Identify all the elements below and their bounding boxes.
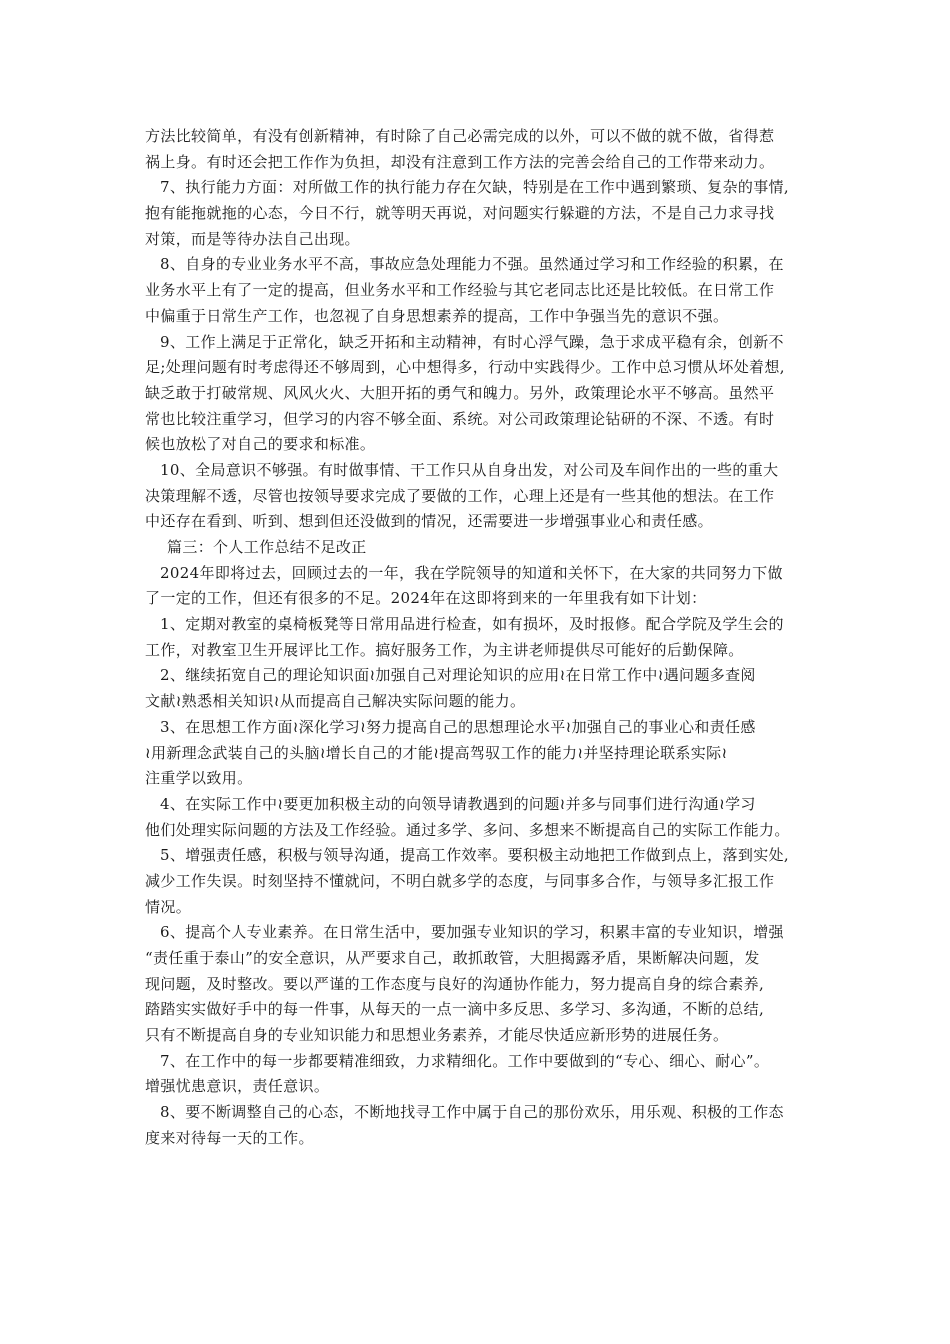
- text-line: 1、定期对教室的桌椅板凳等日常用品进行检查，如有损坏，及时报修。配合学院及学生会的: [160, 615, 784, 634]
- text-line: 9、工作上满足于正常化，缺乏开拓和主动精神，有时心浮气躁，急于求成平稳有余，创新不: [160, 332, 784, 351]
- text-line: 减少工作失误。时刻坚持不懂就问，不明白就多学的态度，与同事多合作，与领导多汇报工作: [145, 871, 775, 890]
- text-line: 踏踏实实做好手中的每一件事，从每天的一点一滴中多反思、多学习、多沟通，不断的总结,: [145, 1000, 765, 1019]
- section-heading: 篇三：个人工作总结不足改正: [167, 538, 367, 556]
- text-line: 了一定的工作，但还有很多的不足。2024年在这即将到来的一年里我有如下计划：: [145, 589, 707, 608]
- text-line: 情况。: [145, 897, 192, 916]
- text-line: 2、继续拓宽自己的理论知识面≀加强自己对理论知识的应用≀在日常工作中≀遇问题多查阅: [160, 666, 756, 685]
- text-line: 6、提高个人专业素养。在日常生活中，要加强专业知识的学习，积累丰富的专业知识，增强: [160, 923, 784, 942]
- text-line: 决策理解不透，尽管也按领导要求完成了要做的工作，心理上还是有一些其他的想法。在工作: [145, 486, 775, 505]
- text-line: 他们处理实际问题的方法及工作经验。通过多学、多问、多想来不断提高自己的实际工作能力。: [145, 820, 790, 839]
- text-line: 足;处理问题有时考虑得还不够周到，心中想得多，行动中实践得少。工作中总习惯从坏处着想,: [145, 358, 785, 377]
- text-line: 7、执行能力方面：对所做工作的执行能力存在欠缺，特别是在工作中遇到繁琐、复杂的事情,: [160, 178, 790, 197]
- text-line: 4、在实际工作中≀要更加积极主动的向领导请教遇到的问题≀并多与同事们进行沟通≀学习: [160, 794, 756, 813]
- text-line: 方法比较简单，有没有创新精神，有时除了自己必需完成的以外，可以不做的就不做，省得惹: [145, 127, 775, 145]
- text-line: 8、自身的专业业务水平不高，事故应急处理能力不强。虽然通过学习和工作经验的积累，在: [160, 255, 784, 274]
- text-line: 常也比较注重学习，但学习的内容不够全面、系统。对公司政策理论钻研的不深、不透。有时: [145, 409, 775, 428]
- text-line: 3、在思想工作方面≀深化学习≀努力提高自己的思想理论水平≀加强自己的事业心和责任感: [160, 717, 756, 736]
- text-line: 中偏重于日常生产工作，也忽视了自身思想素养的提高，工作中争强当先的意识不强。: [145, 306, 729, 325]
- text-line: 对策，而是等待办法自己出现。: [145, 229, 360, 248]
- text-line: 现问题，及时整改。要以严谨的工作态度与良好的沟通协作能力，努力提高自身的综合素养,: [145, 974, 765, 993]
- document-body: [145, 124, 815, 1152]
- text-line: 7、在工作中的每一步都要精准细致，力求精细化。工作中要做到的“专心、细心、耐心”。: [160, 1051, 770, 1070]
- text-line: 候也放松了对自己的要求和标准。: [145, 435, 376, 454]
- text-line: 注重学以致用。: [145, 769, 253, 788]
- text-line: 抱有能拖就拖的心态，今日不行，就等明天再说，对问题实行躲避的方法，不是自己力求寻找: [145, 204, 775, 223]
- text-line: 10、全局意识不够强。有时做事情、干工作只从自身出发，对公司及车间作出的一些的重大: [160, 460, 779, 479]
- text-line: 增强忧患意识，责任意识。: [145, 1077, 330, 1096]
- text-line: 祸上身。有时还会把工作作为负担，却没有注意到工作方法的完善会给自己的工作带来动力。: [145, 152, 775, 171]
- text-line: ≀用新理念武装自己的头脑≀增长自己的才能≀提高驾驭工作的能力≀并坚持理论联系实际≀: [145, 743, 728, 762]
- text-line: 中还存在看到、听到、想到但还没做到的情况，还需要进一步增强事业心和责任感。: [145, 512, 713, 531]
- text-line: 只有不断提高自身的专业知识能力和思想业务素养，才能尽快适应新形势的进展任务。: [145, 1026, 729, 1045]
- text-line: 5、增强责任感，积极与领导沟通，提高工作效率。要积极主动地把工作做到点上，落到实处,: [160, 846, 790, 865]
- text-line: 度来对待每一天的工作。: [145, 1128, 314, 1147]
- text-line: 业务水平上有了一定的提高，但业务水平和工作经验与其它老同志比还是比较低。在日常工作: [145, 281, 775, 300]
- text-line: 缺乏敢于打破常规、风风火火、大胆开拓的勇气和魄力。另外，政策理论水平不够高。虽然平: [145, 383, 775, 402]
- text-line: 2024年即将过去，回顾过去的一年，我在学院领导的知道和关怀下，在大家的共同努力下做: [160, 563, 783, 582]
- text-line: 文献≀熟悉相关知识≀从而提高自己解决实际问题的能力。: [145, 692, 526, 711]
- text-line: “责任重于泰山”的安全意识，从严要求自己，敢抓敢管，大胆揭露矛盾，果断解决问题，发: [145, 949, 760, 967]
- text-line: 工作，对教室卫生开展评比工作。搞好服务工作，为主讲老师提供尽可能好的后勤保障。: [145, 640, 744, 659]
- text-line: 8、要不断调整自己的心态，不断地找寻工作中属于自己的那份欢乐，用乐观、积极的工作态: [160, 1103, 784, 1122]
